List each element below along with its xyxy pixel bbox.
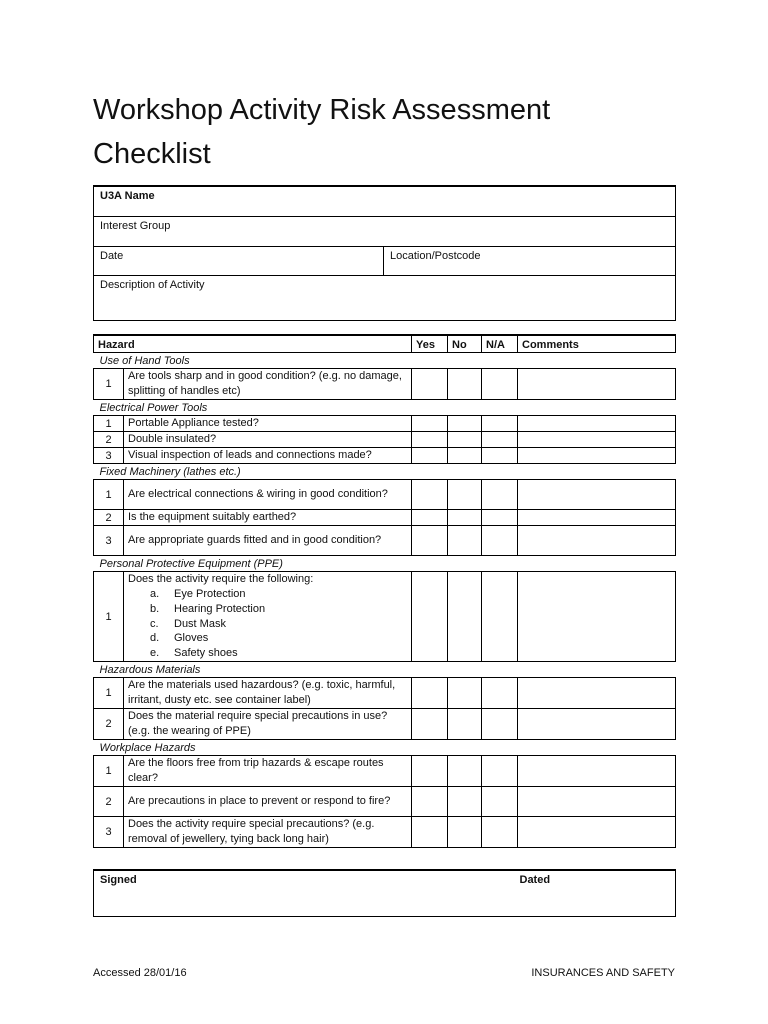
no-cell[interactable] <box>448 416 482 432</box>
comments-cell[interactable] <box>518 817 676 848</box>
description-field[interactable]: Description of Activity <box>94 276 676 321</box>
row-number: 1 <box>94 480 124 510</box>
no-cell[interactable] <box>448 572 482 662</box>
no-cell[interactable] <box>448 756 482 787</box>
header-na: N/A <box>482 335 518 353</box>
section-heading: Workplace Hazards <box>99 742 196 754</box>
ppe-list <box>128 587 407 661</box>
na-cell[interactable] <box>482 510 518 526</box>
na-cell[interactable] <box>482 709 518 740</box>
table-row <box>94 817 676 848</box>
signature-table <box>93 869 676 917</box>
no-cell[interactable] <box>448 448 482 464</box>
hazard-question-text: Does the activity require special precautions? (e.g. removal of jewellery, tying back long hair) <box>128 818 375 845</box>
u3a-name-field[interactable]: U3A Name <box>94 186 676 217</box>
na-cell[interactable] <box>482 416 518 432</box>
na-cell[interactable] <box>482 432 518 448</box>
table-row <box>94 448 676 464</box>
comments-cell[interactable] <box>518 369 676 400</box>
no-cell[interactable] <box>448 432 482 448</box>
section-heading: Fixed Machinery (lathes etc.) <box>99 466 241 478</box>
hazard-question <box>124 756 412 787</box>
table-row <box>94 480 676 510</box>
yes-cell[interactable] <box>412 432 448 448</box>
hazard-question <box>124 448 412 464</box>
footer-accessed-date: Accessed 28/01/16 <box>93 967 187 979</box>
no-cell[interactable] <box>448 480 482 510</box>
hazard-question-text: Are the materials used hazardous? (e.g. toxic, harmful, irritant, dusty etc. see container label) <box>128 679 396 706</box>
section-heading-row <box>94 662 676 678</box>
list-letter: b. <box>150 602 160 615</box>
table-row <box>94 369 676 400</box>
section-heading-row <box>94 400 676 416</box>
comments-cell[interactable] <box>518 756 676 787</box>
table-row <box>94 526 676 556</box>
row-number: 2 <box>94 787 124 817</box>
location-field[interactable]: Location/Postcode <box>384 247 676 276</box>
table-row <box>94 416 676 432</box>
comments-cell[interactable] <box>518 416 676 432</box>
list-letter: a. <box>150 588 160 600</box>
no-cell[interactable] <box>448 709 482 740</box>
list-letter: c. <box>150 617 159 630</box>
section-heading: Hazardous Materials <box>99 664 201 676</box>
header-yes: Yes <box>412 335 448 353</box>
section-heading-row <box>94 556 676 572</box>
row-number: 3 <box>94 526 124 556</box>
comments-cell[interactable] <box>518 510 676 526</box>
date-field[interactable]: Date <box>94 247 384 276</box>
hazard-question-text: Double insulated? <box>128 433 217 445</box>
list-text: Dust Mask <box>174 617 226 630</box>
row-number: 1 <box>94 678 124 709</box>
yes-cell[interactable] <box>412 572 448 662</box>
table-row <box>94 572 676 662</box>
hazard-question-text: Are tools sharp and in good condition? (e.g. no damage, splitting of handles etc) <box>128 370 402 397</box>
na-cell[interactable] <box>482 526 518 556</box>
na-cell[interactable] <box>482 756 518 787</box>
yes-cell[interactable] <box>412 817 448 848</box>
section-heading: Use of Hand Tools <box>99 355 190 367</box>
yes-cell[interactable] <box>412 787 448 817</box>
yes-cell[interactable] <box>412 526 448 556</box>
footer-section-label: INSURANCES AND SAFETY <box>531 967 675 979</box>
na-cell[interactable] <box>482 448 518 464</box>
hazard-question-text: Are the floors free from trip hazards & escape routes clear? <box>128 757 384 784</box>
hazard-question-text: Portable Appliance tested? <box>128 417 259 429</box>
hazard-question <box>124 678 412 709</box>
yes-cell[interactable] <box>412 510 448 526</box>
comments-cell[interactable] <box>518 787 676 817</box>
list-letter: d. <box>150 632 160 645</box>
yes-cell[interactable] <box>412 756 448 787</box>
yes-cell[interactable] <box>412 369 448 400</box>
row-number: 1 <box>94 369 124 400</box>
comments-cell[interactable] <box>518 480 676 510</box>
hazard-question-text: Are appropriate guards fitted and in good condition? <box>128 534 382 546</box>
na-cell[interactable] <box>482 572 518 662</box>
page-title: Workshop Activity Risk Assessment Checklist <box>93 94 551 170</box>
comments-cell[interactable] <box>518 709 676 740</box>
hazard-question <box>124 817 412 848</box>
row-number: 1 <box>94 416 124 432</box>
yes-cell[interactable] <box>412 416 448 432</box>
signed-field[interactable]: Signed <box>94 870 514 917</box>
na-cell[interactable] <box>482 480 518 510</box>
list-letter: e. <box>150 647 160 660</box>
hazard-question <box>124 510 412 526</box>
no-cell[interactable] <box>448 787 482 817</box>
dated-field[interactable]: Dated <box>514 870 676 917</box>
no-cell[interactable] <box>448 369 482 400</box>
table-row <box>94 756 676 787</box>
hazard-question <box>124 526 412 556</box>
no-cell[interactable] <box>448 817 482 848</box>
header-hazard: Hazard <box>94 335 412 353</box>
hazard-question <box>124 416 412 432</box>
comments-cell[interactable] <box>518 448 676 464</box>
ppe-list-item <box>128 617 407 632</box>
ppe-list-item <box>128 602 407 617</box>
list-text: Eye Protection <box>174 588 246 600</box>
hazard-question-text: Visual inspection of leads and connections made? <box>128 449 372 461</box>
header-no: No <box>448 335 482 353</box>
hazard-checklist-table <box>93 334 676 848</box>
row-number: 1 <box>94 572 124 662</box>
row-number: 1 <box>94 756 124 787</box>
header-comments: Comments <box>518 335 676 353</box>
row-number: 2 <box>94 709 124 740</box>
hazard-question <box>124 709 412 740</box>
section-heading: Personal Protective Equipment (PPE) <box>99 558 283 570</box>
section-heading-row <box>94 353 676 369</box>
section-heading-row <box>94 464 676 480</box>
row-number: 2 <box>94 432 124 448</box>
na-cell[interactable] <box>482 678 518 709</box>
na-cell[interactable] <box>482 787 518 817</box>
interest-group-field[interactable]: Interest Group <box>94 217 676 247</box>
row-number: 2 <box>94 510 124 526</box>
table-row <box>94 709 676 740</box>
yes-cell[interactable] <box>412 678 448 709</box>
hazard-question <box>124 432 412 448</box>
hazard-question-text: Is the equipment suitably earthed? <box>128 511 297 523</box>
comments-cell[interactable] <box>518 572 676 662</box>
yes-cell[interactable] <box>412 448 448 464</box>
no-cell[interactable] <box>448 526 482 556</box>
section-heading: Electrical Power Tools <box>99 402 208 414</box>
section-heading-row <box>94 740 676 756</box>
activity-info-table <box>93 185 676 321</box>
table-row <box>94 432 676 448</box>
row-number: 3 <box>94 817 124 848</box>
list-text: Gloves <box>174 632 209 645</box>
yes-cell[interactable] <box>412 709 448 740</box>
no-cell[interactable] <box>448 678 482 709</box>
table-header-row <box>94 335 676 353</box>
comments-cell[interactable] <box>518 678 676 709</box>
hazard-question <box>124 369 412 400</box>
list-text: Safety shoes <box>174 647 238 660</box>
ppe-list-item <box>128 587 407 602</box>
ppe-list-item <box>128 631 407 646</box>
hazard-question <box>124 572 412 662</box>
hazard-question-text: Does the material require special precautions in use? (e.g. the wearing of PPE) <box>128 710 388 737</box>
yes-cell[interactable] <box>412 480 448 510</box>
hazard-question-text: Does the activity require the following: <box>128 573 314 585</box>
na-cell[interactable] <box>482 817 518 848</box>
row-number: 3 <box>94 448 124 464</box>
hazard-question-text: Are precautions in place to prevent or respond to fire? <box>128 795 391 807</box>
comments-cell[interactable] <box>518 526 676 556</box>
table-row <box>94 678 676 709</box>
list-text: Hearing Protection <box>174 602 266 615</box>
ppe-list-item <box>128 646 407 661</box>
table-row <box>94 510 676 526</box>
na-cell[interactable] <box>482 369 518 400</box>
hazard-question <box>124 787 412 817</box>
table-row <box>94 787 676 817</box>
hazard-question <box>124 480 412 510</box>
no-cell[interactable] <box>448 510 482 526</box>
comments-cell[interactable] <box>518 432 676 448</box>
hazard-question-text: Are electrical connections & wiring in good condition? <box>128 488 388 500</box>
